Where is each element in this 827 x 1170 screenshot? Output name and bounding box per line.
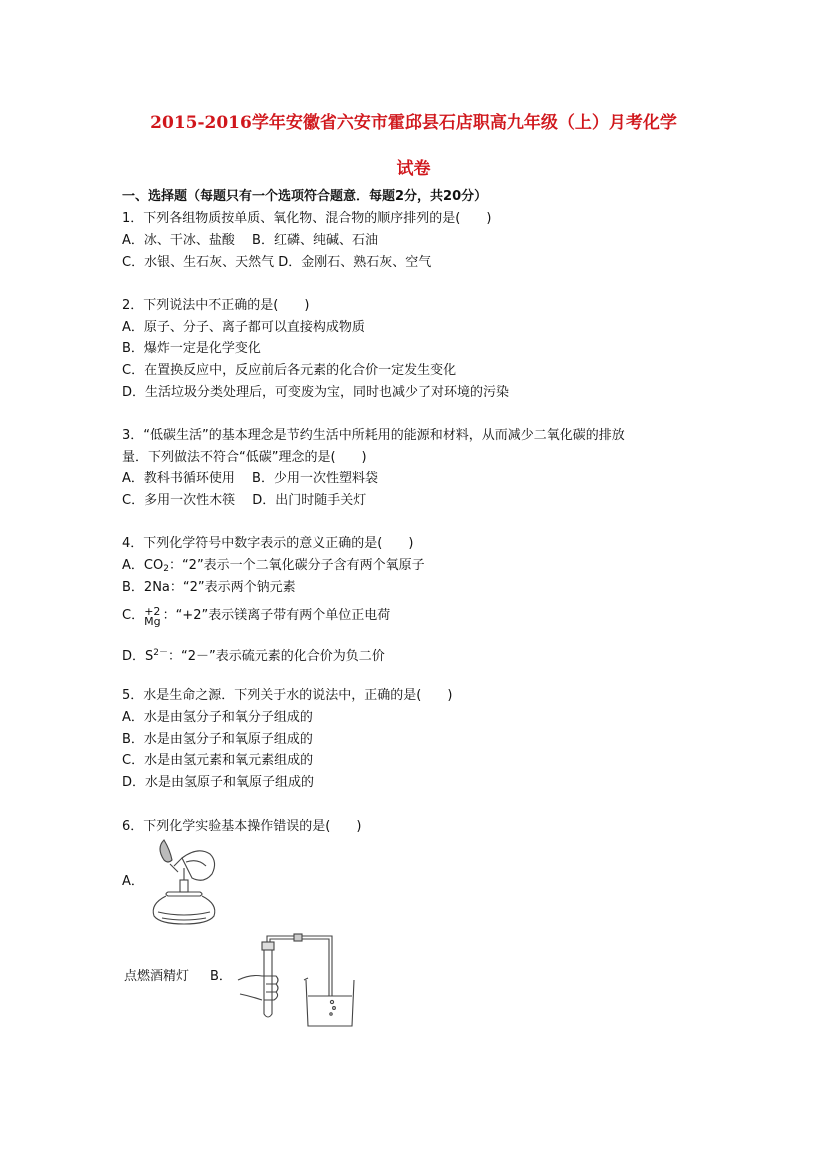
document-title-line1: 2015-2016学年安徽省六安市霍邱县石店职高九年级（上）月考化学	[150, 113, 677, 133]
q4-d-superscript: 2－	[153, 648, 168, 658]
q4-stem: 4．下列化学符号中数字表示的意义正确的是( )	[122, 536, 414, 551]
q2-option-c: C．在置换反应中，反应前后各元素的化合价一定发生变化	[122, 363, 457, 378]
q4-d-prefix: D．S	[122, 649, 154, 664]
q3-options-row2: C．多用一次性木筷 D．出门时随手关灯	[122, 493, 367, 508]
q5-option-c: C．水是由氢元素和氧元素组成的	[122, 753, 314, 768]
q4-option-d	[122, 644, 385, 666]
q1-options-row1: A．冰、干冰、盐酸 B．红磷、纯碱、石油	[122, 233, 378, 248]
q4-a-prefix: A．CO	[122, 558, 164, 573]
q6-option-b-label: B．	[210, 969, 232, 984]
valence-symbol	[144, 607, 160, 627]
q6-option-a-label: A．	[122, 874, 144, 889]
q1-options-row2: C．水银、生石灰、天然气 D．金刚石、熟石灰、空气	[122, 255, 432, 270]
q4-option-a	[122, 557, 425, 578]
q5-stem: 5．水是生命之源．下列关于水的说法中，正确的是( )	[122, 688, 453, 703]
document-title-line2: 试卷	[396, 159, 431, 179]
section-heading: 一、选择题（每题只有一个选项符合题意．每题2分，共20分）	[122, 189, 488, 204]
q2-stem: 2．下列说法中不正确的是( )	[122, 298, 310, 313]
q2-option-b: B．爆炸一定是化学变化	[122, 341, 261, 356]
q5-option-b: B．水是由氢分子和氧原子组成的	[122, 732, 313, 747]
airtightness-check-figure	[236, 930, 362, 1028]
q4-d-text: ：“2－”表示硫元素的化合价为负二价	[168, 649, 385, 664]
q6-option-a-caption	[124, 968, 189, 986]
element-symbol: Mg	[144, 615, 161, 628]
q6-a-caption-text: 点燃酒精灯	[124, 969, 190, 984]
q4-c-prefix: C．	[122, 608, 145, 623]
q4-option-b: B．2Na：“2”表示两个钠元素	[122, 580, 296, 595]
q2-option-d: D．生活垃圾分类处理后，可变废为宝，同时也减少了对环境的污染	[122, 385, 510, 400]
q3-options-row1: A．教科书循环使用 B．少用一次性塑料袋	[122, 471, 378, 486]
q6-stem: 6．下列化学实验基本操作错误的是( )	[122, 819, 362, 834]
q4-option-c	[122, 607, 390, 627]
q3-stem-line1: 3．“低碳生活”的基本理念是节约生活中所耗用的能源和材料，从而减少二氧化碳的排放	[122, 428, 625, 443]
valence-charge: +2	[144, 605, 161, 618]
alcohol-lamp-lighting-figure	[142, 838, 228, 926]
q4-a-text: ：“2”表示一个二氧化碳分子含有两个氧原子	[168, 558, 425, 573]
q5-option-a: A．水是由氢分子和氧分子组成的	[122, 710, 313, 725]
q4-c-text: ：“+2”表示镁离子带有两个单位正电荷	[162, 608, 391, 623]
q1-stem: 1．下列各组物质按单质、氧化物、混合物的顺序排列的是( )	[122, 211, 492, 226]
q3-stem-line2: 量．下列做法不符合“低碳”理念的是( )	[122, 450, 367, 465]
q2-option-a: A．原子、分子、离子都可以直接构成物质	[122, 320, 365, 335]
q4-a-subscript: 2	[163, 564, 169, 574]
q5-option-d: D．水是由氢原子和氧原子组成的	[122, 775, 315, 790]
